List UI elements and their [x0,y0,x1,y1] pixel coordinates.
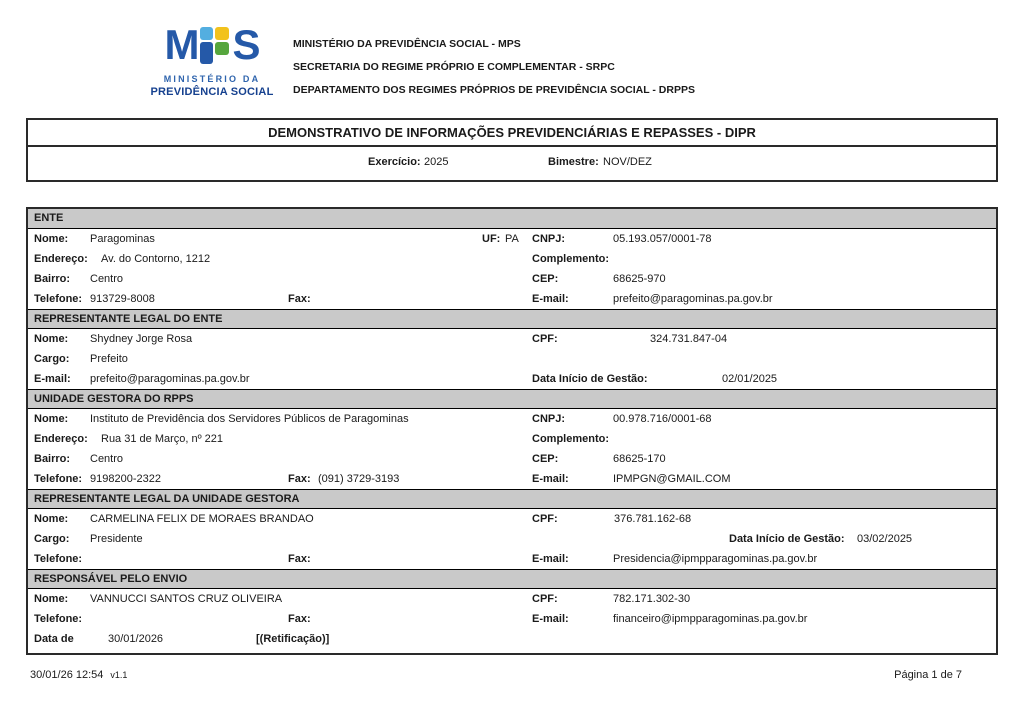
logo-p-yellow-block [215,27,229,40]
rep-ente-row-cargo [28,349,996,369]
rep-ente-gestao-value: 02/01/2025 [722,373,778,385]
resp-row-data [28,629,996,649]
ente-uf-value: PA [505,233,519,245]
section-ente-header: ENTE [28,209,996,229]
logo-previdencia-text: PREVIDÊNCIA SOCIAL [150,86,274,98]
ug-fax-label: Fax: [288,473,311,485]
ug-cnpj-label: CNPJ: [532,413,566,425]
ug-cep-value: 68625-170 [613,453,666,465]
title-box [26,118,998,182]
rep-ug-row-telefone [28,549,996,569]
ug-complemento-label: Complemento: [532,433,609,445]
section-rep-ente [28,309,996,389]
rep-ug-email-label: E-mail: [532,553,569,565]
footer-left [30,669,127,681]
rep-ug-cpf-label: CPF: [532,513,558,525]
logo-ministerio-text: MINISTÉRIO DA [163,74,261,84]
ente-fax-label: Fax: [288,293,311,305]
ente-row-bairro [28,269,996,289]
rep-ug-cargo-label: Cargo: [34,533,70,545]
org-line-ministerio: MINISTÉRIO DA PREVIDÊNCIA SOCIAL - MPS [293,38,521,50]
resp-fax-label: Fax: [288,613,311,625]
ente-row-telefone [28,289,996,309]
rep-ug-telefone-label: Telefone: [34,553,83,565]
ente-email-value: prefeito@paragominas.pa.gov.br [613,293,773,305]
resp-row-nome [28,589,996,609]
resp-email-value: financeiro@ipmpparagominas.pa.gov.br [613,613,808,625]
exercicio-value: 2025 [424,156,449,168]
rep-ente-nome-value: Shydney Jorge Rosa [90,333,193,345]
bimestre-value: NOV/DEZ [603,156,652,168]
section-responsavel-envio [28,569,996,649]
mps-logo [146,21,278,98]
ente-nome-label: Nome: [34,233,69,245]
ente-bairro-label: Bairro: [34,273,71,285]
logo-letter-s: S [232,21,260,68]
logo-letter-p-icon [200,27,230,64]
ug-endereco-label: Endereço: [34,433,88,445]
resp-telefone-label: Telefone: [34,613,83,625]
bimestre-label: Bimestre: [548,156,599,168]
rep-ente-cpf-label: CPF: [532,333,558,345]
ug-fax-value: (091) 3729-3193 [318,473,400,485]
rep-ug-cargo-value: Presidente [90,533,143,545]
ug-telefone-value: 9198200-2322 [90,473,161,485]
ente-cep-value: 68625-970 [613,273,666,285]
mps-logo-mark [146,21,278,70]
org-line-secretaria: SECRETARIA DO REGIME PRÓPRIO E COMPLEMENTAR - SRPC [293,61,615,73]
ente-complemento-label: Complemento: [532,253,609,265]
resp-data-label: Data de [34,633,74,645]
footer-page-number: Página 1 de 7 [894,669,962,681]
resp-retificacao-flag: [(Retificação)] [256,633,330,645]
section-unidade-gestora-header: UNIDADE GESTORA DO RPPS [28,389,996,409]
rep-ug-gestao-label: Data Início de Gestão: [729,533,845,545]
section-rep-unidade-gestora-header: REPRESENTANTE LEGAL DA UNIDADE GESTORA [28,489,996,509]
section-ente [28,209,996,309]
ug-email-value: IPMPGN@GMAIL.COM [613,473,731,485]
ug-endereco-value: Rua 31 de Março, nº 221 [101,433,224,445]
ug-row-telefone [28,469,996,489]
resp-cpf-label: CPF: [532,593,558,605]
rep-ug-fax-label: Fax: [288,553,311,565]
ente-row-endereco [28,249,996,269]
ente-uf-label: UF: [482,233,501,245]
ente-email-label: E-mail: [532,293,569,305]
ug-cnpj-value: 00.978.716/0001-68 [613,413,712,425]
ug-row-bairro [28,449,996,469]
logo-p-green-block [215,42,229,55]
rep-ente-email-value: prefeito@paragominas.pa.gov.br [90,373,250,385]
ente-telefone-label: Telefone: [34,293,83,305]
resp-nome-value: VANNUCCI SANTOS CRUZ OLIVEIRA [90,593,283,605]
rep-ente-email-label: E-mail: [34,373,71,385]
ug-row-nome [28,409,996,429]
rep-ug-row-cargo [28,529,996,549]
ente-cnpj-label: CNPJ: [532,233,566,245]
ente-row-nome [28,229,996,249]
section-rep-ente-header: REPRESENTANTE LEGAL DO ENTE [28,309,996,329]
ug-telefone-label: Telefone: [34,473,83,485]
resp-nome-label: Nome: [34,593,69,605]
ug-bairro-value: Centro [90,453,124,465]
section-rep-unidade-gestora [28,489,996,569]
ente-endereco-label: Endereço: [34,253,88,265]
rep-ente-nome-label: Nome: [34,333,69,345]
resp-row-telefone [28,609,996,629]
rep-ug-gestao-value: 03/02/2025 [857,533,913,545]
footer-datetime: 30/01/26 12:54 [30,669,104,681]
logo-p-lightblue-block [200,27,213,40]
resp-data-value: 30/01/2026 [108,633,164,645]
ug-bairro-label: Bairro: [34,453,71,465]
ug-nome-value: Instituto de Previdência dos Servidores Públicos de Paragominas [90,413,409,425]
ente-cep-label: CEP: [532,273,559,285]
logo-letter-m: M [164,21,199,68]
resp-cpf-value: 782.171.302-30 [613,593,691,605]
rep-ug-row-nome [28,509,996,529]
ug-cep-label: CEP: [532,453,559,465]
section-unidade-gestora [28,389,996,489]
org-line-departamento: DEPARTAMENTO DOS REGIMES PRÓPRIOS DE PREVIDÊNCIA SOCIAL - DRPPS [293,84,695,96]
ente-telefone-value: 913729-8008 [90,293,155,305]
rep-ug-email-value: Presidencia@ipmpparagominas.pa.gov.br [613,553,818,565]
rep-ente-row-email [28,369,996,389]
resp-email-label: E-mail: [532,613,569,625]
title-meta-row [28,147,996,180]
rep-ug-nome-value: CARMELINA FELIX DE MORAES BRANDAO [90,513,314,525]
ug-email-label: E-mail: [532,473,569,485]
section-responsavel-envio-header: RESPONSÁVEL PELO ENVIO [28,569,996,589]
ente-endereco-value: Av. do Contorno, 1212 [101,253,211,265]
rep-ente-row-nome [28,329,996,349]
rep-ente-gestao-label: Data Início de Gestão: [532,373,648,385]
rep-ug-cpf-value: 376.781.162-68 [614,513,692,525]
ug-nome-label: Nome: [34,413,69,425]
document-title: DEMONSTRATIVO DE INFORMAÇÕES PREVIDENCIÁRIAS E REPASSES - DIPR [28,120,996,147]
rep-ente-cargo-value: Prefeito [90,353,128,365]
ente-cnpj-value: 05.193.057/0001-78 [613,233,712,245]
form-sections [26,207,998,655]
ente-bairro-value: Centro [90,273,124,285]
ente-nome-value: Paragominas [90,233,155,245]
rep-ug-nome-label: Nome: [34,513,69,525]
footer-version: v1.1 [110,670,128,680]
rep-ente-cargo-label: Cargo: [34,353,70,365]
rep-ente-cpf-value: 324.731.847-04 [650,333,728,345]
logo-p-blue-block [200,42,213,64]
org-header [293,33,695,102]
ug-row-endereco [28,429,996,449]
exercicio-label: Exercício: [368,156,421,168]
